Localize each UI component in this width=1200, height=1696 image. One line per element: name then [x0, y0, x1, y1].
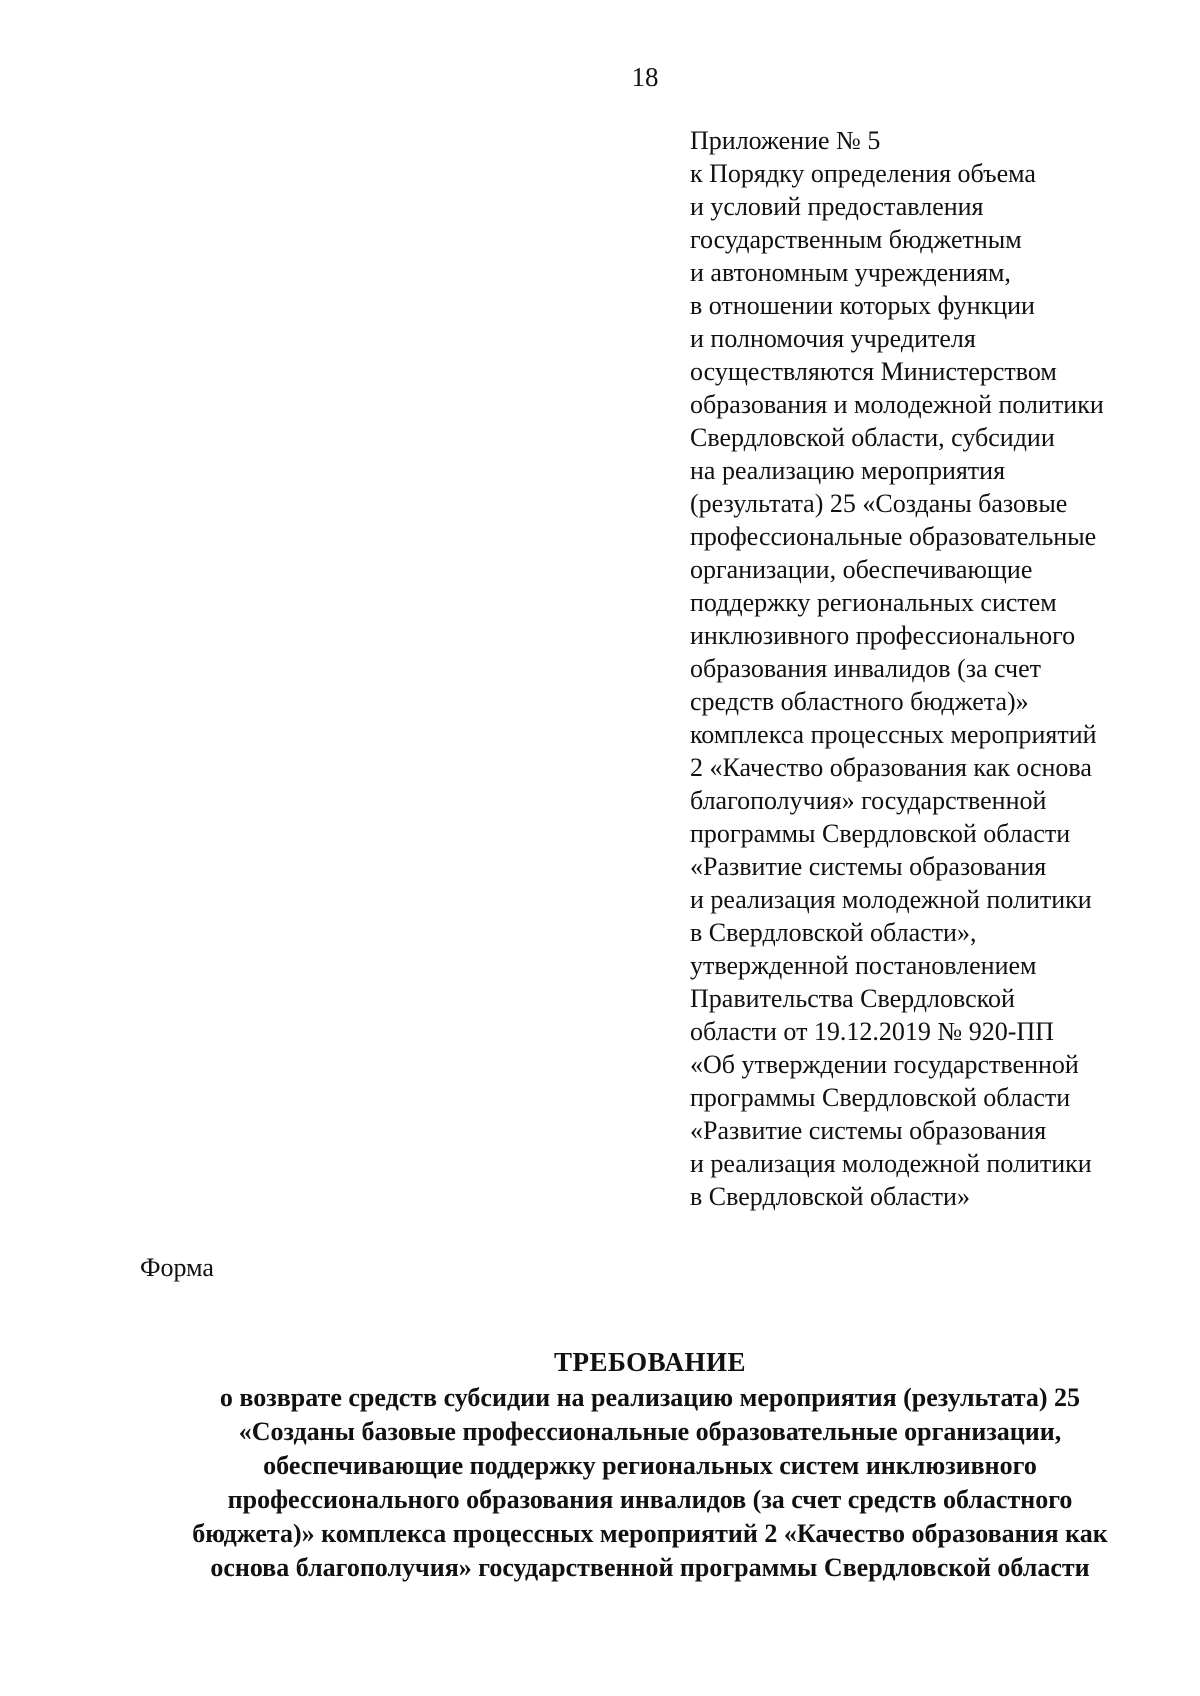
appendix-line: «Развитие системы образования — [690, 1116, 1047, 1145]
appendix-line: благополучия» государственной — [690, 786, 1047, 815]
title-line: профессионального образования инвалидов (за счет средств областного — [227, 1485, 1073, 1514]
title-line: основа благополучия» государственной программы Свердловской области — [210, 1553, 1090, 1582]
appendix-line: «Об утверждении государственной — [690, 1050, 1079, 1079]
appendix-line: в Свердловской области», — [690, 918, 977, 947]
title-line: о возврате средств субсидии на реализацию мероприятия (результата) 25 — [219, 1383, 1081, 1412]
appendix-line: профессиональные образовательные — [690, 522, 1097, 551]
title-line: бюджета)» комплекса процессных мероприятий 2 «Качество образования как — [192, 1519, 1108, 1548]
requirement-title-block — [130, 1347, 1170, 1585]
appendix-header — [690, 124, 1180, 1213]
appendix-line: в отношении которых функции — [690, 291, 1035, 320]
appendix-line: комплекса процессных мероприятий — [690, 720, 1097, 749]
appendix-line: программы Свердловской области — [690, 819, 1071, 848]
appendix-line: организации, обеспечивающие — [690, 555, 1033, 584]
appendix-line: 2 «Качество образования как основа — [690, 753, 1092, 782]
title-line: обеспечивающие поддержку региональных систем инклюзивного — [263, 1451, 1037, 1480]
appendix-line: на реализацию мероприятия — [690, 456, 1006, 485]
appendix-line: и полномочия учредителя — [690, 324, 976, 353]
appendix-line: программы Свердловской области — [690, 1083, 1071, 1112]
appendix-line: и реализация молодежной политики — [690, 1149, 1092, 1178]
appendix-line: Правительства Свердловской — [690, 984, 1015, 1013]
document-title: ТРЕБОВАНИЕ — [554, 1347, 746, 1377]
appendix-line: и реализация молодежной политики — [690, 885, 1092, 914]
appendix-line: Свердловской области, субсидии — [690, 423, 1055, 452]
appendix-line: утвержденной постановлением — [690, 951, 1037, 980]
title-line: «Созданы базовые профессиональные образовательные организации, — [238, 1417, 1062, 1446]
appendix-line: средств областного бюджета)» — [690, 687, 1029, 716]
form-label: Форма — [140, 1253, 214, 1282]
page-number: 18 — [631, 62, 659, 92]
appendix-line: «Развитие системы образования — [690, 852, 1047, 881]
appendix-line: Приложение № 5 — [690, 126, 881, 155]
appendix-line: инклюзивного профессионального — [690, 621, 1076, 650]
appendix-line: и условий предоставления — [690, 192, 984, 221]
appendix-line: государственным бюджетным — [690, 225, 1022, 254]
appendix-line: области от 19.12.2019 № 920-ПП — [690, 1017, 1054, 1046]
appendix-line: образования инвалидов (за счет — [690, 654, 1042, 683]
appendix-line: осуществляются Министерством — [690, 357, 1057, 386]
appendix-line: (результата) 25 «Созданы базовые — [690, 489, 1068, 518]
appendix-line: к Порядку определения объема — [690, 159, 1036, 188]
appendix-line: образования и молодежной политики — [690, 390, 1104, 419]
appendix-line: поддержку региональных систем — [690, 588, 1057, 617]
appendix-line: в Свердловской области» — [690, 1182, 970, 1211]
appendix-line: и автономным учреждениям, — [690, 258, 1011, 287]
